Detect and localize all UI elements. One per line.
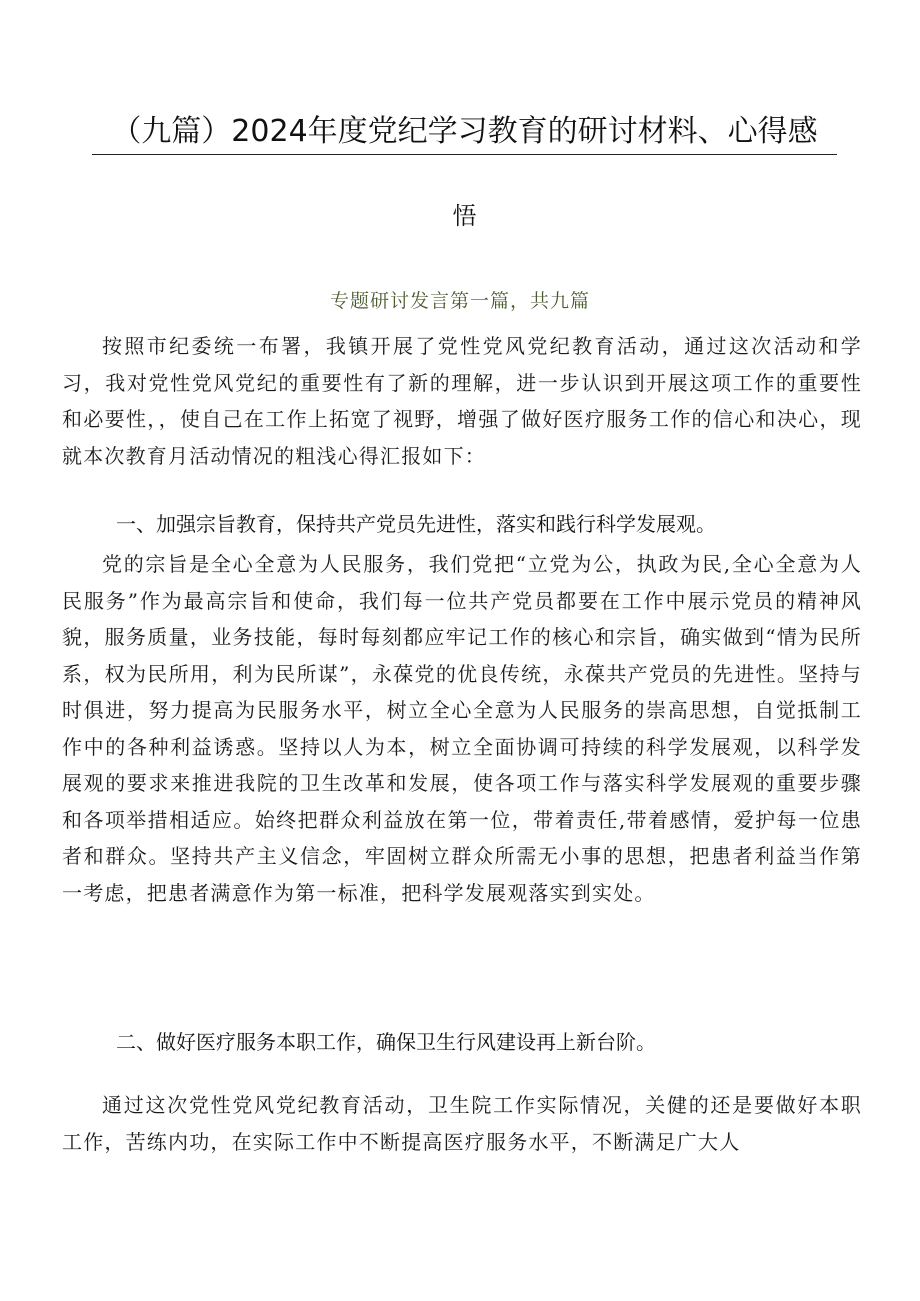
section-heading-2: 二、做好医疗服务本职工作，确保卫生行风建设再上新台阶。 <box>116 1030 656 1054</box>
subtitle: 专题研讨发言第一篇，共九篇 <box>329 290 590 312</box>
title-line-2: 悟 <box>452 202 477 230</box>
section-2-paragraph: 通过这次党性党风党纪教育活动，卫生院工作实际情况，关健的还是要做好本职工作，苦练内功，在实际工作中不断提高医疗服务水平，不断满足广大人 <box>62 1093 862 1154</box>
section-1-paragraph: 党的宗旨是全心全意为人民服务，我们党把“立党为公，执政为民,全心全意为人民服务”作为最高宗旨和使命，我们每一位共产党员都要在工作中展示党员的精神风貌，服务质量，业务技能，每时每刻都应牢记工作的核心和宗旨，确实做到“情为民所系，权为民所用，利为民所谋”，永葆党的优良传统，永葆共产党员的先进性。坚持与时俱进，努力提高为民服务水平，树立全心全意为人民服务的崇高思想，自觉抵制工作中的各种利益诱惑。坚持以人为本，树立全面协调可持续的科学发展观，以科学发展观的要求来推进我院的卫生改革和发展，使各项工作与落实科学发展观的重要步骤和各项举措相适应。始终把群众利益放在第一位，带着责任,带着感情，爱护每一位患者和群众。坚持共产主义信念，牢固树立群众所需无小事的思想，把患者利益当作第一考虑，把患者满意作为第一标准，把科学发展观落实到实处。 <box>62 552 862 905</box>
intro-paragraph: 按照市纪委统一布署，我镇开展了党性党风党纪教育活动，通过这次活动和学习，我对党性党风党纪的重要性有了新的理解，进一步认识到开展这项工作的重要性和必要性，，使自己在工作上拓宽了视野，增强了做好医疗服务工作的信心和决心，现就本次教育月活动情况的粗浅心得汇报如下： <box>62 334 862 468</box>
document-title <box>92 110 837 230</box>
section-heading-1: 一、加强宗旨教育，保持共产党员先进性，落实和践行科学发展观。 <box>116 512 716 536</box>
title-line-1: （九篇）2024年度党纪学习教育的研讨材料、心得感 <box>92 110 837 155</box>
